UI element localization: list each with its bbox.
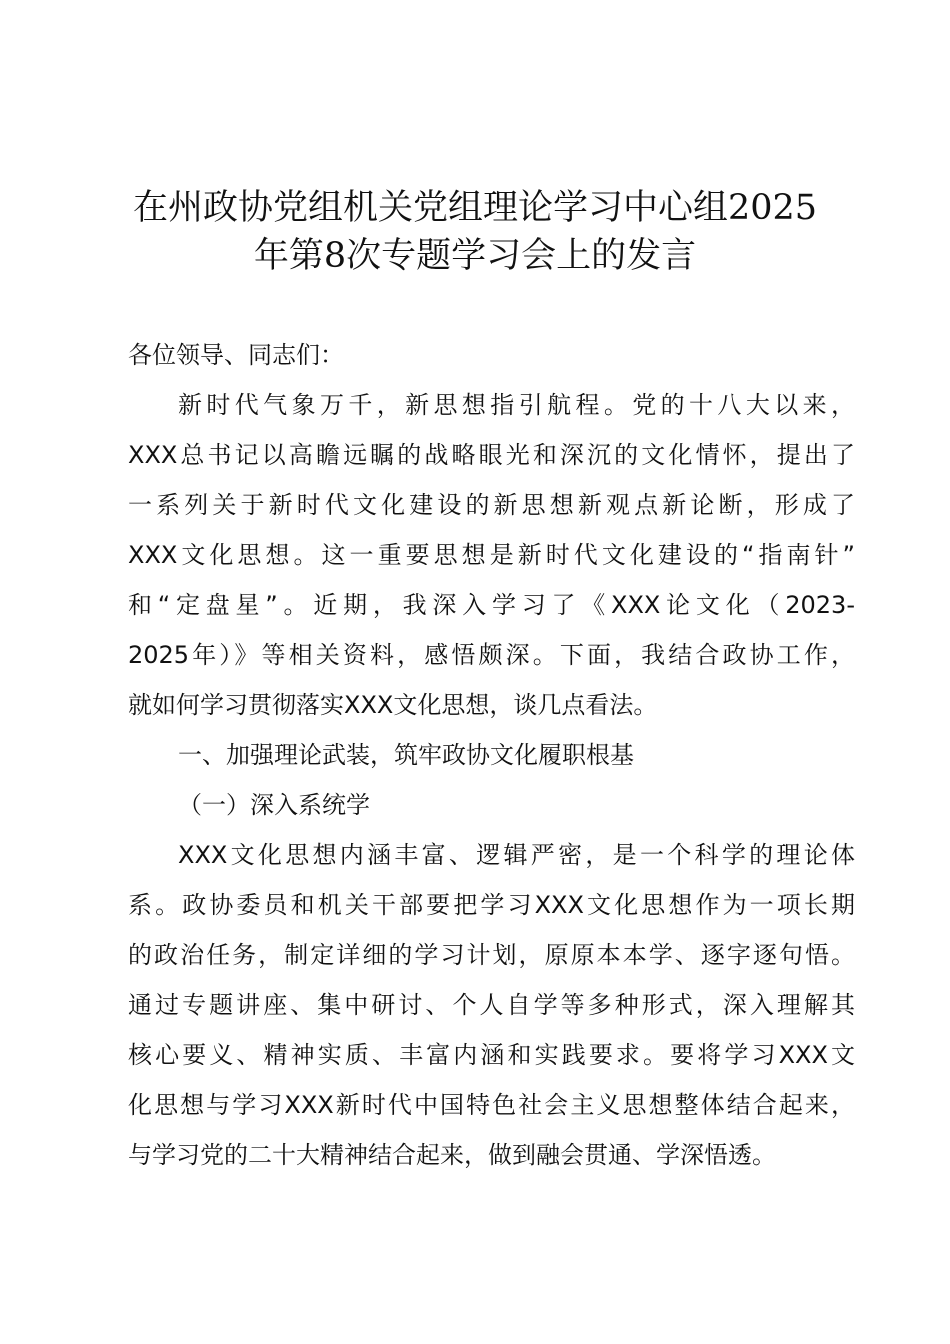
text-line: 一、加强理论武装，筑牢政协文化履职根基 [178, 741, 634, 769]
title-line-2: 年第8次专题学习会上的发言 [253, 236, 697, 276]
text-line: 2025年）》等相关资料，感悟颇深。下面，我结合政协工作， [128, 641, 855, 669]
text-line: 新时代气象万千，新思想指引航程。党的十八大以来， [178, 391, 855, 419]
text-line: 一系列关于新时代文化建设的新思想新观点新论断，形成了 [128, 491, 855, 519]
text-line: 的政治任务，制定详细的学习计划，原原本本学、逐字逐句悟。 [128, 941, 855, 969]
text-line: 核心要义、精神实质、丰富内涵和实践要求。要将学习XXX文 [128, 1041, 855, 1069]
text-line: 系。政协委员和机关干部要把学习XXX文化思想作为一项长期 [128, 891, 855, 919]
title-line-1: 在州政协党组机关党组理论学习中心组2025 [132, 188, 818, 228]
text-line: 和“定盘星”。近期，我深入学习了《XXX论文化（2023- [128, 591, 855, 619]
document-body [128, 330, 855, 1180]
text-line: XXX文化思想。这一重要思想是新时代文化建设的“指南针” [128, 541, 855, 569]
text-line: 各位领导、同志们： [128, 341, 344, 369]
text-line: 就如何学习贯彻落实XXX文化思想，谈几点看法。 [128, 691, 658, 719]
text-line: XXX文化思想内涵丰富、逻辑严密，是一个科学的理论体 [178, 841, 855, 869]
text-line: XXX总书记以高瞻远瞩的战略眼光和深沉的文化情怀，提出了 [128, 441, 855, 469]
text-line: 与学习党的二十大精神结合起来，做到融会贯通、学深悟透。 [128, 1141, 776, 1169]
text-line: 通过专题讲座、集中研讨、个人自学等多种形式，深入理解其 [128, 991, 855, 1019]
text-line: 化思想与学习XXX新时代中国特色社会主义思想整体结合起来， [128, 1091, 855, 1119]
text-line: （一）深入系统学 [178, 791, 370, 819]
document-title [0, 184, 950, 280]
